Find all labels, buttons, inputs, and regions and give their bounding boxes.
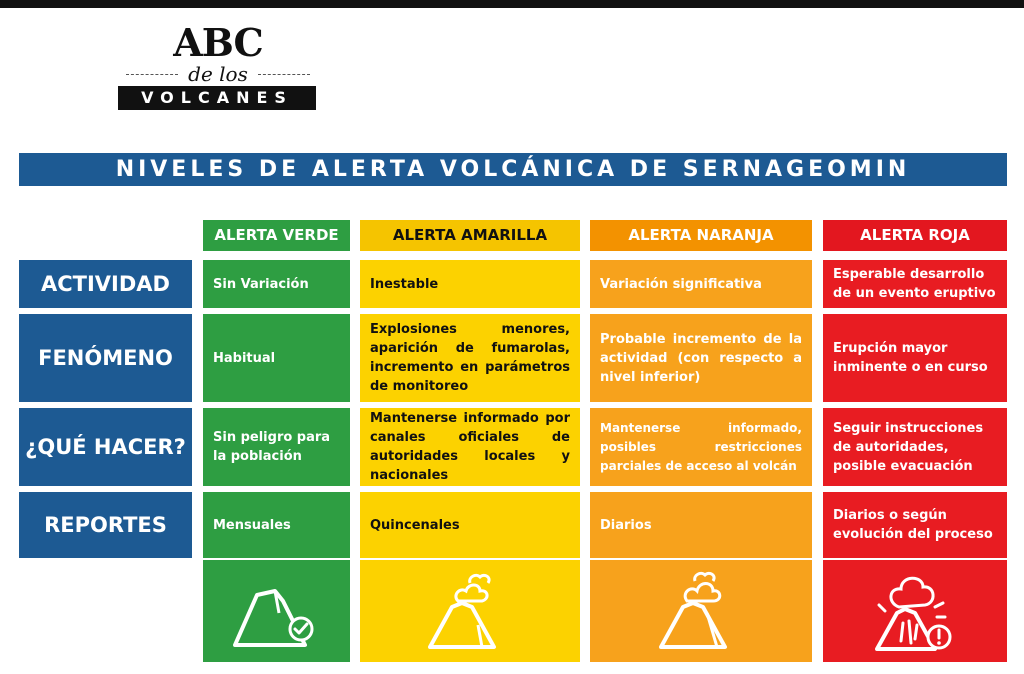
column-header-roja: ALERTA ROJA: [823, 220, 1007, 251]
cell-reportes-amarilla: Quincenales: [360, 492, 580, 558]
column-header-naranja: ALERTA NARANJA: [590, 220, 812, 251]
logo-de-los: de los: [188, 62, 248, 86]
volcano-check-icon: [227, 571, 327, 651]
page-title: NIVELES DE ALERTA VOLCÁNICA DE SERNAGEOMIN: [19, 153, 1007, 186]
top-border: [0, 0, 1024, 8]
row-header-actividad: ACTIVIDAD: [19, 260, 192, 308]
cell-actividad-verde: Sin Variación: [203, 260, 350, 308]
cell-actividad-roja: Esperable desarrollo de un evento eruptivo: [823, 260, 1007, 308]
cell-que-hacer-amarilla: Mantenerse informado por canales oficiales de autoridades locales y nacionales: [360, 408, 580, 486]
cell-fenomeno-verde: Habitual: [203, 314, 350, 402]
cell-actividad-amarilla: Inestable: [360, 260, 580, 308]
cell-fenomeno-naranja: Probable incremento de la actividad (con respecto a nivel inferior): [590, 314, 812, 402]
icon-cell-verde: [203, 560, 350, 662]
icon-cell-naranja: [590, 560, 812, 662]
volcano-smoke-icon: [651, 569, 751, 653]
cell-reportes-roja: Diarios o según evolución del proceso: [823, 492, 1007, 558]
logo-abc: ABC: [173, 20, 263, 65]
row-header-fenomeno: FENÓMENO: [19, 314, 192, 402]
icon-cell-roja: [823, 560, 1007, 662]
logo-volcanes: VOLCANES: [118, 86, 316, 110]
volcano-eruption-warning-icon: [865, 567, 965, 655]
row-header-reportes: REPORTES: [19, 492, 192, 558]
cell-que-hacer-naranja: Mantenerse informado, posibles restricciones parciales de acceso al volcán: [590, 408, 812, 486]
cell-que-hacer-verde: Sin peligro para la población: [203, 408, 350, 486]
cell-reportes-naranja: Diarios: [590, 492, 812, 558]
column-header-verde: ALERTA VERDE: [203, 220, 350, 251]
abc-volcanes-logo: [118, 20, 318, 112]
cell-reportes-verde: Mensuales: [203, 492, 350, 558]
cell-fenomeno-amarilla: Explosiones menores, aparición de fumarolas, incremento en parámetros de monitoreo: [360, 314, 580, 402]
volcano-smoke-icon: [420, 569, 520, 653]
icon-cell-amarilla: [360, 560, 580, 662]
cell-actividad-naranja: Variación significativa: [590, 260, 812, 308]
cell-fenomeno-roja: Erupción mayor inminente o en curso: [823, 314, 1007, 402]
row-header-que-hacer: ¿QUÉ HACER?: [19, 408, 192, 486]
cell-que-hacer-roja: Seguir instrucciones de autoridades, posible evacuación: [823, 408, 1007, 486]
column-header-amarilla: ALERTA AMARILLA: [360, 220, 580, 251]
